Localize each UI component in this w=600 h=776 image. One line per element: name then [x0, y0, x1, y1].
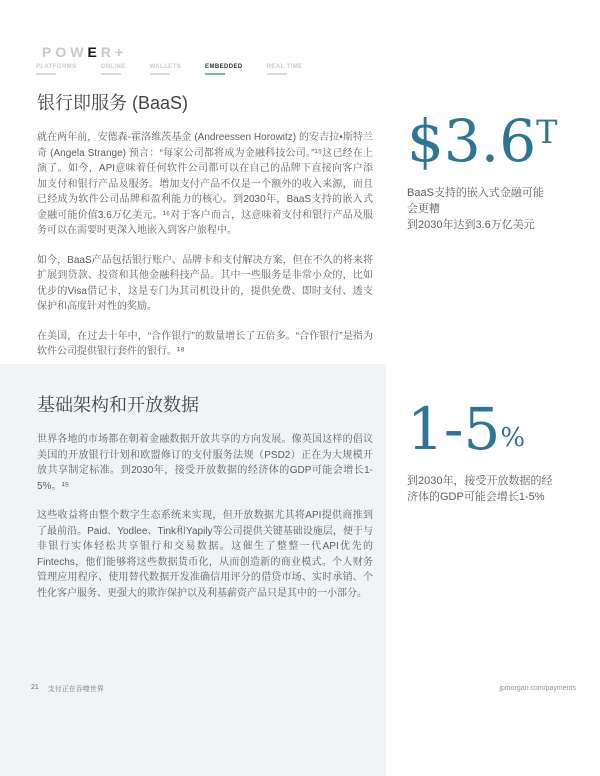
stat-embedded-finance-caption: [407, 185, 577, 233]
footer-url-link[interactable]: jpmorgan.com/payments: [499, 685, 576, 692]
tab-embedded-label: EMBEDDED: [205, 64, 243, 70]
stat-embedded-finance: [407, 107, 577, 233]
tab-real-time-underline: [267, 73, 287, 75]
tab-embedded-underline: [205, 73, 225, 75]
tab-embedded[interactable]: [205, 64, 243, 75]
stat-embedded-finance-value: [407, 107, 577, 175]
document-title: 支付正在吞噬世界: [47, 686, 104, 693]
open-data-paragraph-2: 这些收益将由整个数字生态系统来实现，但开放数据尤其将API提供商推到了最前沿。Paid、Yodlee、Tink和Yapily等公司提供关键基础设施层，便于与非银行实体轻松共享银行和交易数据。这催生了整整一代API优先的Fintechs，他们能够将这些数据货币化，从而创造新的商业模式。个人财务管理应用程序、使用替代数据开发准确信用评分的借贷市场、实时承销、个性化客户服务、更强大的欺诈保护以及利基薪资产品只是其中的一小部分。: [37, 510, 373, 599]
page-number: 21: [31, 684, 39, 691]
caption-line: 到2030年达到3.6万亿美元: [407, 219, 535, 231]
stat-value-1-5: 1-5: [407, 395, 501, 463]
caption-line: 济体的GDP可能会增长1-5%: [407, 491, 545, 503]
power-plus-logo: [42, 44, 127, 60]
tab-wallets-label: WALLETS: [149, 64, 182, 70]
tab-online-underline: [101, 73, 121, 75]
caption-line: BaaS支持的嵌入式金融可能: [407, 187, 544, 199]
stat-gdp-growth: [407, 395, 577, 505]
section-baas: [37, 89, 373, 374]
section-open-data-title: 基础架构和开放数据: [37, 395, 199, 415]
logo-text-accent: E: [87, 44, 101, 60]
tab-wallets-underline: [150, 73, 170, 75]
section-open-data: [37, 391, 373, 615]
tab-real-time-label: REAL TIME: [266, 64, 303, 70]
tab-platforms[interactable]: [36, 64, 77, 75]
logo-text-pre: POW: [42, 44, 88, 60]
baas-paragraph-3: 在美国，在过去十年中，“合作银行”的数量增长了五倍多。“合作银行”是指为软件公司提供银行套件的银行。¹⁸: [37, 330, 373, 357]
logo-text-post: R+: [100, 44, 128, 60]
caption-line: 会更糟: [407, 203, 440, 215]
stat-suffix-trillion: T: [536, 113, 558, 151]
stat-value-3-6: $3.6: [407, 107, 537, 175]
stat-gdp-growth-caption: [407, 473, 577, 505]
section-baas-title: 银行即服务 (BaaS): [37, 93, 189, 113]
footer-left: [31, 684, 104, 694]
tab-online[interactable]: [101, 64, 126, 75]
tab-online-label: ONLINE: [100, 64, 126, 70]
baas-paragraph-1: 就在两年前，安德森-霍洛维茨基金 (Andreessen Horowitz) 的安吉拉•斯特兰奇 (Angela Strange) 预言：“每家公司都将成为金融科技公司。”¹⁵这已经在上演了。如今，API意味着任何软件公司都可以在自己的品牌下直接向客户添加支付和银行产品及服务。增加支付产品不仅是一个额外的收入来源，而且已经成为软件公司品牌和盈利能力的核心。到2030年，BaaS支持的嵌入式金融可能价值3.6万亿美元。¹⁶对于客户而言，这意味着支付和银行产品及服务可以在需要时更深入地嵌入到客户旅程中。: [37, 132, 373, 236]
stat-suffix-percent: %: [500, 423, 526, 453]
open-data-paragraph-1: 世界各地的市场都在朝着金融数据开放共享的方向发展。像英国这样的倡议美国的开放银行计划和欧盟修订的支付服务法规（PSD2）正在为大规模开放共享制定标准。到2030年，接受开放数据的经济体的GDP可能会增长1-5%。¹⁹: [37, 434, 373, 492]
stat-gdp-growth-value: [407, 395, 577, 463]
caption-line: 到2030年，接受开放数据的经: [407, 475, 553, 487]
tab-wallets[interactable]: [150, 64, 181, 75]
tab-platforms-label: PLATFORMS: [36, 64, 77, 70]
section-tabs: [36, 64, 326, 75]
tab-real-time[interactable]: [267, 64, 303, 75]
baas-paragraph-2: 如今，BaaS产品包括银行账户、品牌卡和支付解决方案，但在不久的将来将扩展到贷款、投资和其他金融科技产品。其中一些服务是非常小众的，比如优步的Visa借记卡，这是专门为其司机设计的，提供免费、即时支付、透支保护和高度针对性的奖励。: [37, 254, 373, 312]
tab-platforms-underline: [36, 73, 56, 75]
